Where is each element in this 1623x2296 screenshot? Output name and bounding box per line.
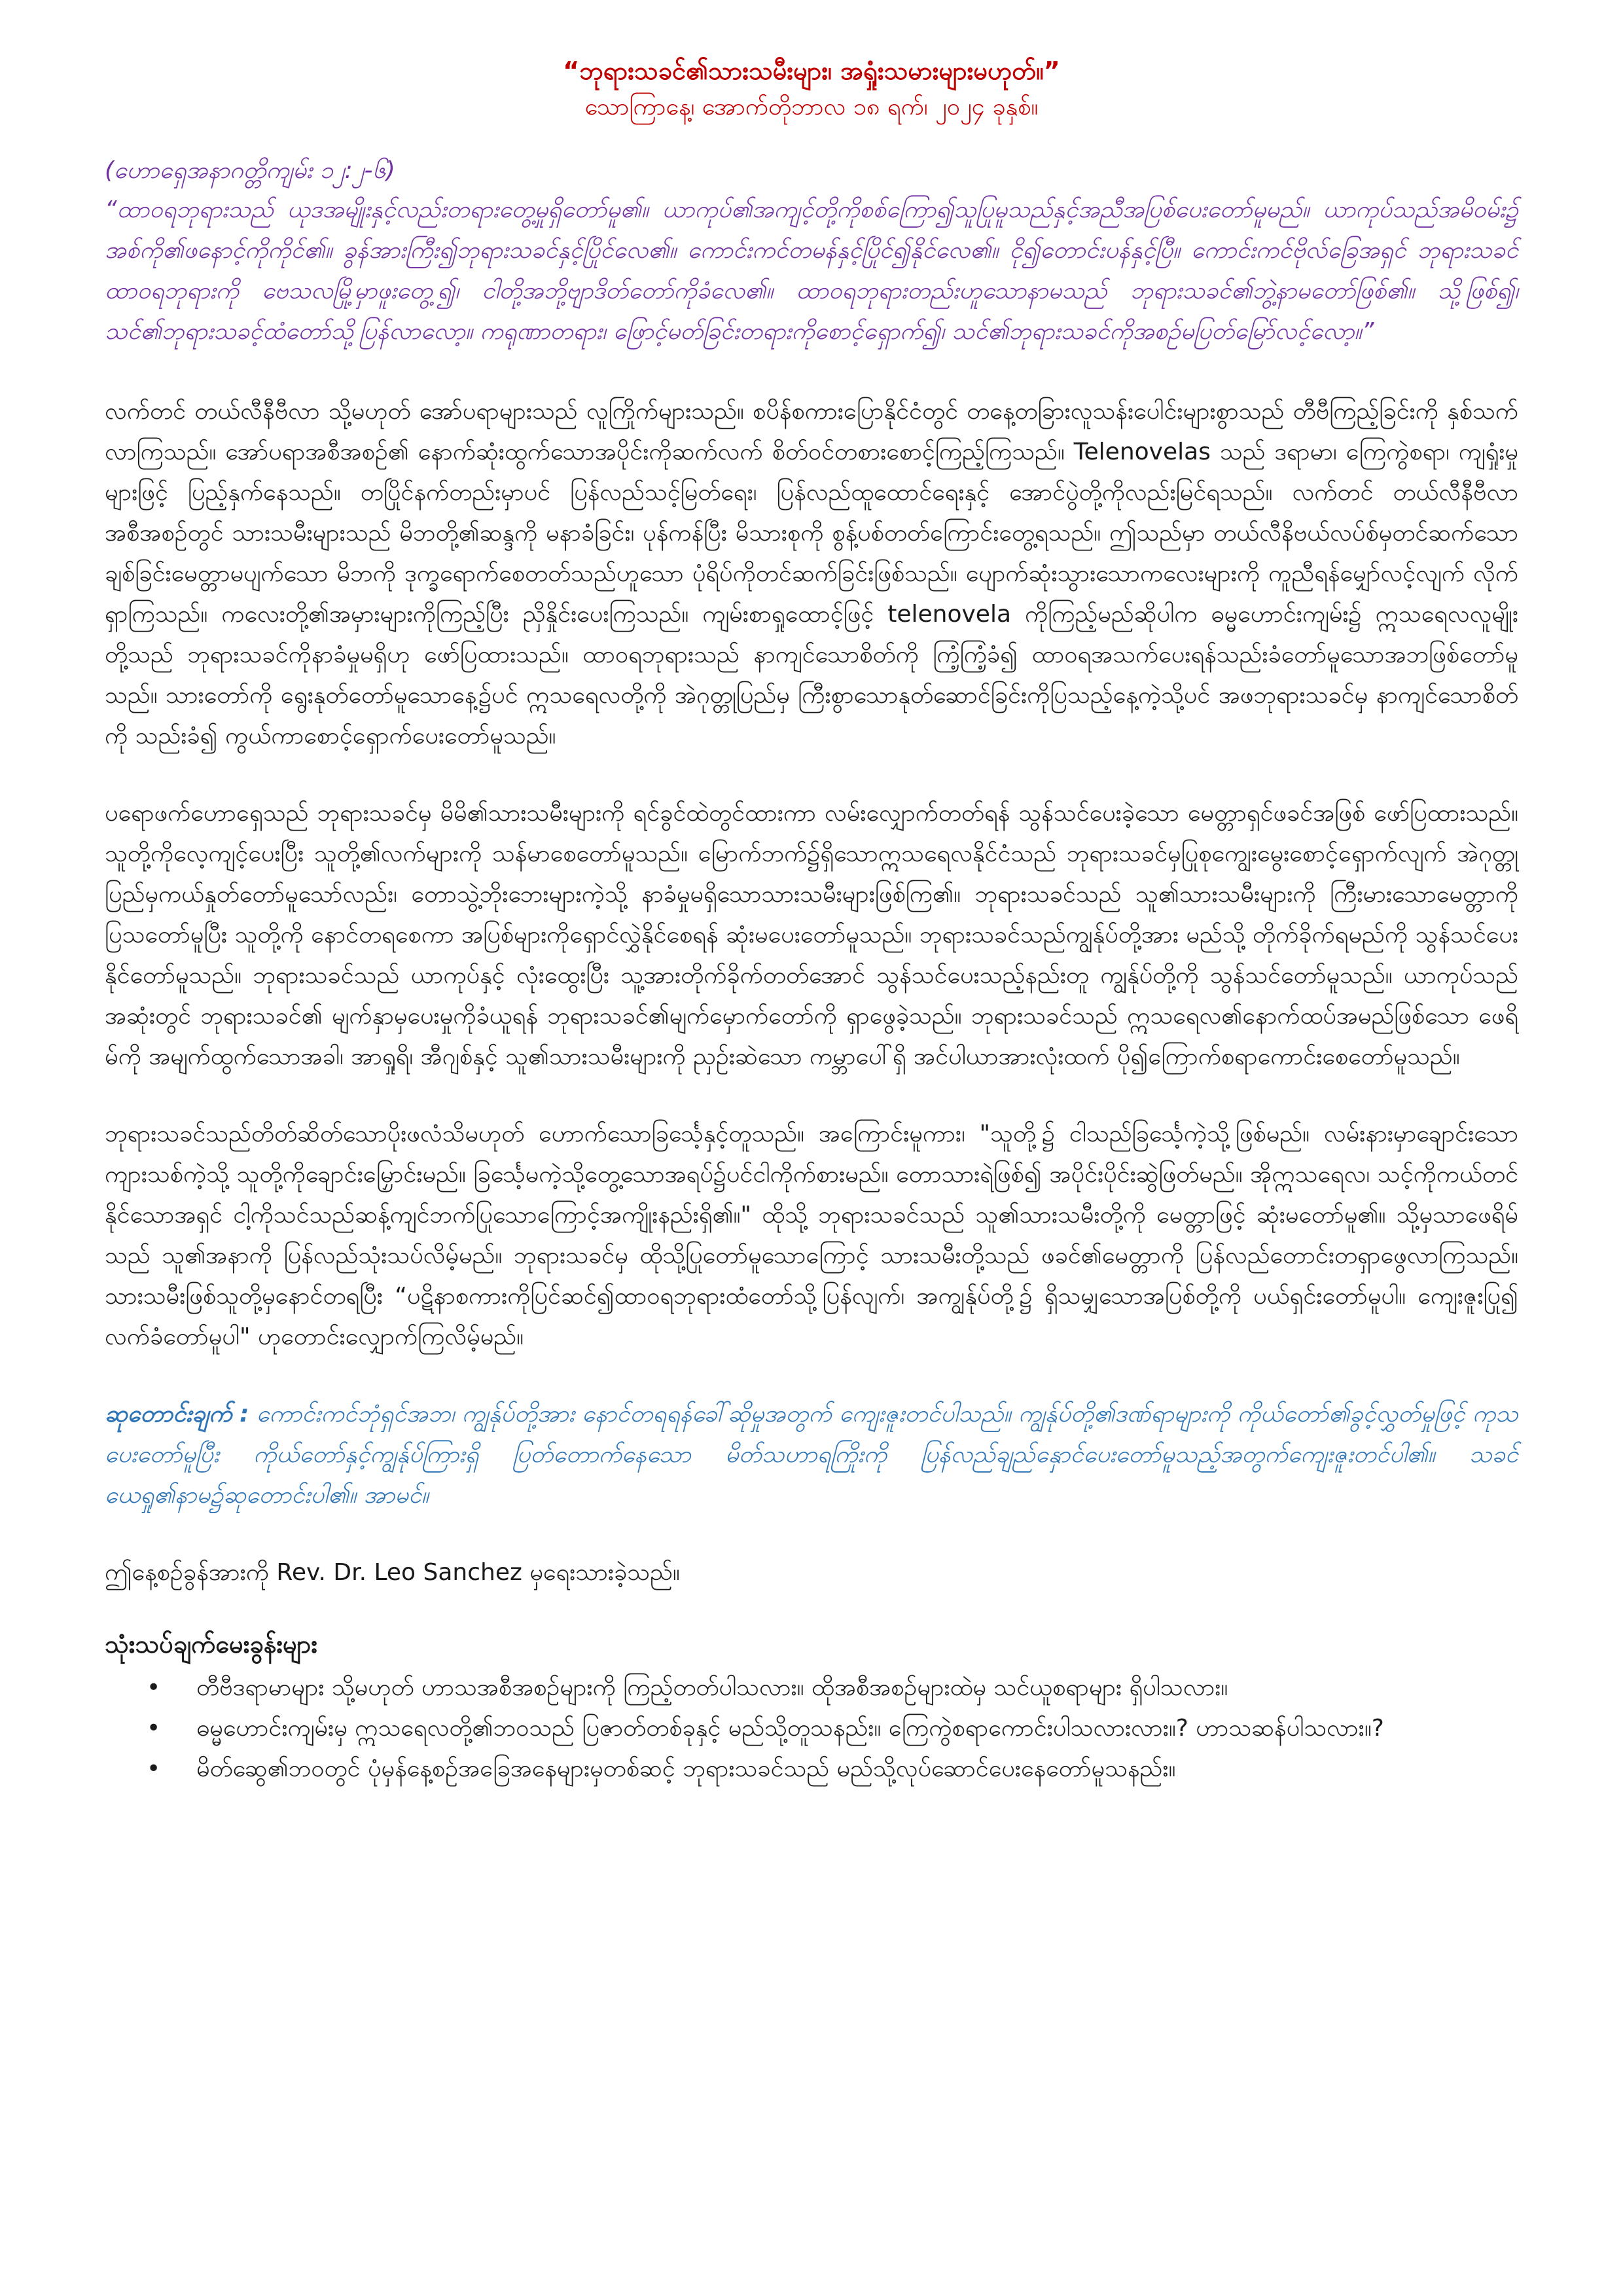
question-text: တီဗီဒရာမာများ သို့မဟုတ် ဟာသအစီအစဉ်များကို ကြည့်တတ်ပါသလား။ ထိုအစီအစဉ်များထဲမှ သင်ယူစရာများ ရှိပါသလား။ (196, 1674, 1228, 1701)
page-title: “ဘုရားသခင်၏သားသမီးများ၊ အရှုံးသမားများမဟုတ်။” (563, 56, 1060, 85)
scripture-reference: (ဟောရှေအနာဂတ္တိကျမ်း ၁၂:၂-၆) (105, 157, 395, 184)
prayer-text: ကောင်းကင်ဘုံရှင်အဘ၊ ကျွန်ုပ်တို့အား နောင်တရရန်ခေါ်ဆိုမှုအတွက် ကျေးဇူးတင်ပါသည်။ ကျွန်ုပ်တို့၏ဒဏ်ရာများကို ကိုယ်တော်၏ခွင့်လွှတ်မှုဖြင့် ကုသပေးတော်မူပြီး ကိုယ်တော်နှင့်ကျွန်ုပ်ကြားရှိ ပြတ်တောက်နေသော မိတ်သဟာရကြိုးကို ပြန်လည်ချည်နှောင်ပေးတော်မူသည့်အတွက်ကျေးဇူးတင်ပါ၏။ သခင်ယေရှု၏နာမ၌ဆုတောင်းပါ၏။ အာမင်။ (105, 1401, 1518, 1509)
question-item (147, 1668, 1518, 1708)
date-line: သောကြာနေ့၊ အောက်တိုဘာလ ၁၈ ရက်၊ ၂၀၂၄ ခုနှစ်။ (584, 94, 1039, 120)
question-item (147, 1749, 1518, 1789)
bullet-icon: • (147, 1715, 161, 1742)
body-paragraph-1: လက်တင် တယ်လီနီဗီလာ သို့မဟုတ် အော်ပရာများသည် လူကြိုက်များသည်။ စပိန်စကားပြောနိုင်ငံတွင် တနေ့တခြားလူသန်းပေါင်းများစွာသည် တီဗီကြည့်ခြင်းကို နှစ်သက်လာကြသည်။ အော်ပရာအစီအစဉ်၏ နောက်ဆုံးထွက်သောအပိုင်းကိုဆက်လက် စိတ်ဝင်တစားစောင့်ကြည့်ကြသည်။ Telenovelas သည် ဒရာမာ၊ ကြေကွဲစရာ၊ ကျရှုံးမှုများဖြင့် ပြည့်နှက်နေသည်။ တပြိုင်နက်တည်းမှာပင် ပြန်လည်သင့်မြတ်ရေး၊ ပြန်လည်ထူထောင်ရေးနှင့် အောင်ပွဲတို့ကိုလည်းမြင်ရသည်။ လက်တင် တယ်လီနီဗီလာ အစီအစဉ်တွင် သားသမီးများသည် မိဘတို့၏ဆန္ဒကို မနာခံခြင်း၊ ပုန်ကန်ပြီး မိသားစုကို စွန့်ပစ်တတ်ကြောင်းတွေ့ရသည်။ ဤသည်မှာ တယ်လီနိဗယ်လပ်စ်မှတင်ဆက်သော ချစ်ခြင်းမေတ္တာမပျက်သော မိဘကို ဒုက္ခရောက်စေတတ်သည်ဟူသော ပုံရိပ်ကိုတင်ဆက်ခြင်းဖြစ်သည်။ ပျောက်ဆုံးသွားသောကလေးများကို ကူညီရန်မျှော်လင့်လျက် လိုက်ရှာကြသည်။ ကလေးတို့၏အမှားများကိုကြည့်ပြီး ညှိနှိုင်းပေးကြသည်။ ကျမ်းစာရှုထောင့်ဖြင့် telenovela ကိုကြည့်မည်ဆိုပါက ဓမ္မဟောင်းကျမ်း၌ ဣသရေလလူမျိုးတို့သည် ဘုရားသခင်ကိုနာခံမှုမရှိဟု ဖော်ပြထားသည်။ ထာဝရဘုရားသည် နာကျင်သောစိတ်ကို ကြံ့ကြံ့ခံ၍ ထာဝရအသက်ပေးရန်သည်းခံတော်မူသောအဘဖြစ်တော်မူသည်။ သားတော်ကို ရွေးနုတ်တော်မူသောနေ့၌ပင် ဣသရေလတို့ကို အဲဂုတ္တုပြည်မှ ကြီးစွာသောနုတ်ဆောင်ခြင်းကိုပြသည့်နေ့ကဲ့သို့ပင် အဖဘုရားသခင်မှ နာကျင်သောစိတ်ကို သည်းခံ၍ ကွယ်ကာစောင့်ရှောက်ပေးတော်မူသည်။ (105, 398, 1519, 749)
author-note: ဤနေ့စဉ်ခွန်အားကို Rev. Dr. Leo Sanchez မှရေးသားခဲ့သည်။ (105, 1559, 680, 1586)
question-item (147, 1708, 1518, 1749)
prayer-separator: : (239, 1401, 249, 1427)
questions-list (105, 1668, 1518, 1789)
body-paragraph-3: ဘုရားသခင်သည်တိတ်ဆိတ်သောပိုးဖလံသိမဟုတ် ဟောက်သောခြင်္သေ့နှင့်တူသည်။ အကြောင်းမူကား၊ "သူတို့၌ ငါသည်ခြင်္သေ့ကဲ့သို့ဖြစ်မည်။ လမ်းနားမှာချောင်းသောကျားသစ်ကဲ့သို့ သူတို့ကိုချောင်းမြှောင်းမည်။ ခြင်္သေ့မကဲ့သို့တွေ့သောအရပ်၌ပင်ငါကိုက်စားမည်။ တောသားရဲဖြစ်၍ အပိုင်းပိုင်းဆွဲဖြတ်မည်။ အိုဣသရေလ၊ သင့်ကိုကယ်တင်နိုင်သောအရှင် ငါ့ကိုသင်သည်ဆန့်ကျင်ဘက်ပြုသောကြောင့်အကျိုးနည်းရှိ၏။" ထိုသို့ ဘုရားသခင်သည် သူ၏သားသမီးတို့ကို မေတ္တာဖြင့် ဆုံးမတော်မူ၏။ သို့မှသာဖေရိမ်သည် သူ၏အနာကို ပြန်လည်သုံးသပ်လိမ့်မည်။ ဘုရားသခင်မှ ထိုသို့ပြုတော်မူသောကြောင့် သားသမီးတို့သည် ဖခင်၏မေတ္တာကို ပြန်လည်တောင်းတရှာဖွေလာကြသည်။ သားသမီးဖြစ်သူတို့မှနောင်တရပြီး “ပဋိနာစကားကိုပြင်ဆင်၍ထာဝရဘုရားထံတော်သို့ပြန်လျက်၊ အကျွန်ုပ်တို့၌ ရှိသမျှသောအပြစ်တို့ကို ပယ်ရှင်းတော်မူပါ။ ကျေးဇူးပြု၍ လက်ခံတော်မူပါ" ဟုတောင်းလျှောက်ကြလိမ့်မည်။ (105, 1121, 1518, 1350)
bullet-icon: • (147, 1755, 161, 1782)
bullet-icon: • (147, 1674, 161, 1701)
prayer-label: ဆုတောင်းချက် (105, 1401, 232, 1427)
devotional-page (105, 52, 1518, 1789)
scripture-text: “ထာဝရဘုရားသည် ယုဒအမျိုးနှင့်လည်းတရားတွေ့မှုရှိတော်မူ၏။ ယာကုပ်၏အကျင့်တို့ကိုစစ်ကြော၍သူပြုမူသည်နှင့်အညီအပြစ်ပေးတော်မူမည်။ ယာကုပ်သည်အမိဝမ်း၌ အစ်ကို၏ဖနောင့်ကိုကိုင်၏။ ခွန်အားကြီး၍ဘုရားသခင်နှင့်ပြိုင်လေ၏။ ကောင်းကင်တမန်နှင့်ပြိုင်၍နိုင်လေ၏။ ငို၍တောင်းပန်နှင့်ပြီ။ ကောင်းကင်ဗိုလ်ခြေအရှင် ဘုရားသခင်ထာဝရဘုရားကို ဗေသလမြို့မှာဖူးတွေ့၍၊ ငါတို့အဘို့ဗျာဒိတ်တော်ကိုခံလေ၏။ ထာဝရဘုရားတည်းဟူသောနာမသည် ဘုရားသခင်၏ဘွဲ့နာမတော်ဖြစ်၏။ သို့ဖြစ်၍၊ သင်၏ဘုရားသခင့်ထံတော်သို့ပြန်လာလော့။ ကရုဏာတရား၊ ဖြောင့်မတ်ခြင်းတရားကိုစောင့်ရှောက်၍၊ သင်၏ဘုရားသခင်ကိုအစဉ်မပြတ်မြော်လင့်လော့။” (105, 196, 1518, 345)
question-text: ဓမ္မဟောင်းကျမ်းမှ ဣသရေလတို့၏ဘဝသည် ပြဇာတ်တစ်ခုနှင့် မည်သို့တူသနည်း။ ကြေကွဲစရာကောင်းပါသလားလား။? ဟာသဆန်ပါသလား။? (196, 1715, 1384, 1742)
question-text: မိတ်ဆွေ၏ဘဝတွင် ပုံမှန်နေ့စဉ်အခြေအနေများမှတစ်ဆင့် ဘုရားသခင်သည် မည်သို့လုပ်ဆောင်ပေးနေတော်မူသနည်း။ (196, 1755, 1176, 1782)
prayer-block (105, 1394, 1518, 1516)
questions-heading: သုံးသပ်ချက်မေးခွန်းများ (105, 1630, 318, 1659)
body-paragraph-2: ပရောဖက်ဟောရှေသည် ဘုရားသခင်မှ မိမိ၏သားသမီးများကို ရင်ခွင်ထဲတွင်ထားကာ လမ်းလျှောက်တတ်ရန် သွန်သင်ပေးခဲ့သော မေတ္တာရှင်ဖခင်အဖြစ် ဖော်ပြထားသည်။ သူတို့ကိုလေ့ကျင့်ပေးပြီး သူတို့၏လက်များကို သန်မာစေတော်မူသည်။ မြောက်ဘက်၌ရှိသောဣသရေလနိုင်ငံသည် ဘုရားသခင်မှပြုစုကျွေးမွေးစောင့်ရှောက်လျက် အဲဂုတ္တုပြည်မှကယ်နှုတ်တော်မူသော်လည်း၊ တောသွဲ့ဘိုးဘေးများကဲ့သို့ နာခံမှုမရှိသောသားသမီးများဖြစ်ကြ၏။ ဘုရားသခင်သည် သူ၏သားသမီးများကို ကြီးမားသောမေတ္တာကိုပြသတော်မူပြီး သူတို့ကို နောင်တရစေကာ အပြစ်များကိုရှောင်လွှဲနိုင်စေရန် ဆုံးမပေးတော်မူသည်။ ဘုရားသခင်သည်ကျွန်ုပ်တို့အား မည်သို့ တိုက်ခိုက်ရမည်ကို သွန်သင်ပေးနိုင်တော်မူသည်။ ဘုရားသခင်သည် ယာကုပ်နှင့် လုံးထွေးပြီး သူ့အားတိုက်ခိုက်တတ်အောင် သွန်သင်ပေးသည့်နည်းတူ ကျွန်ုပ်တို့ကို သွန်သင်တော်မူသည်။ ယာကုပ်သည် အဆုံးတွင် ဘုရားသခင်၏ မျက်နှာမှပေးမှုကိုခံယူရန် ဘုရားသခင်၏မျက်မှောက်တော်ကို ရှာဖွေခဲ့သည်။ ဘုရားသခင်သည် ဣသရေလ၏နောက်ထပ်အမည်ဖြစ်သော ဖေရိမ်ကို အမျက်ထွက်သောအခါ၊ အာရှုရိ၊ အီဂျစ်နှင့် သူ၏သားသမီးများကို ညှဉ်းဆဲသော ကမ္ဘာပေါ်ရှိ အင်ပါယာအားလုံးထက် ပို၍ကြောက်စရာကောင်းစေတော်မူသည်။ (105, 800, 1518, 1070)
